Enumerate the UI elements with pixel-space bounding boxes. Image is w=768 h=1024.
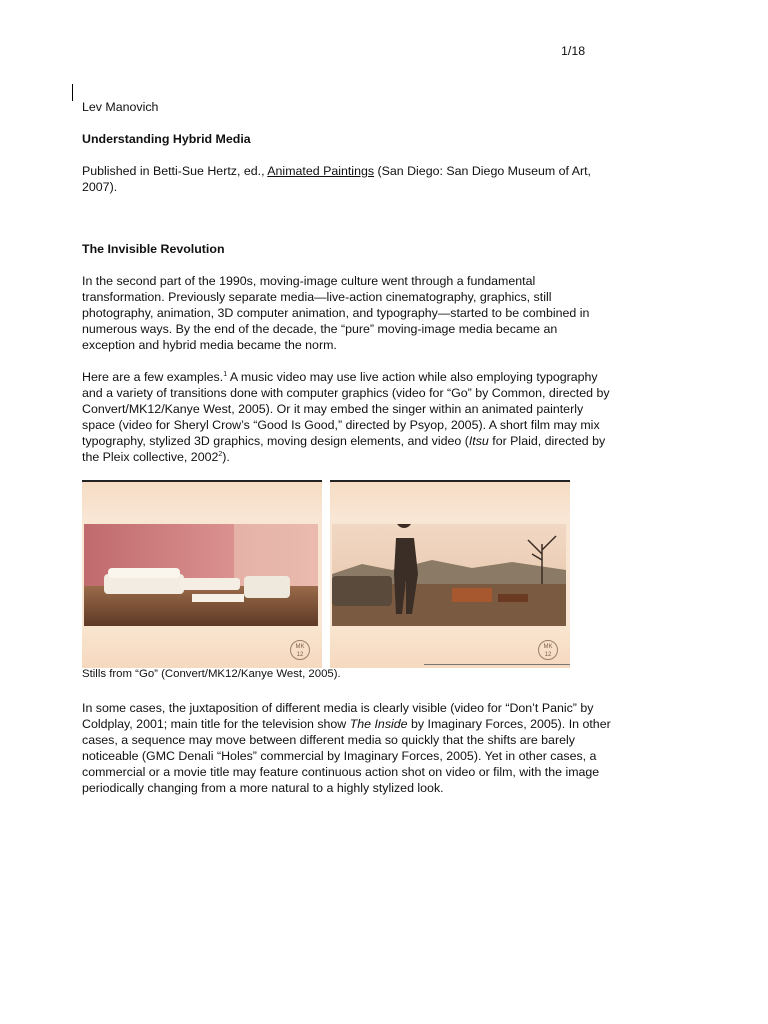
paragraph-2-part1: A music video may use live action while also employing typography and a variety of transitions done with computer graphics (video for “Go” by Common, directed by Convert/MK12/Kanye West, 2005). Or it may embed the singer within an animated painterly space (video for Sheryl Crow’s “Good Is Good,” directed by Psyop, 2005). A short film may mix typography, stylized 3D graphics, moving design elements, and video (: [82, 370, 610, 448]
figure-stills: [82, 480, 612, 668]
paragraph-1: In the second part of the 1990s, moving-image culture went through a fundamental transformation. Previously separate media—live-action cinematography, graphics, still photography, animation, 3D computer animation, and typography—started to be combined in numerous ways. By the end of the decade, the “pure” moving-image media became an exception and hybrid media became the norm.: [82, 274, 590, 352]
paragraph-2-italic: Itsu: [468, 434, 489, 448]
figure-divider: [424, 664, 570, 665]
mk12-watermark-icon: [538, 640, 558, 660]
watermark-bottom: 12: [544, 652, 552, 658]
paragraph-3-italic: The Inside: [349, 717, 408, 731]
paragraph-2-part2: for Plaid, directed by the Pleix collective, 2002: [82, 434, 606, 464]
walking-man-scene-image: [332, 524, 566, 626]
paragraph-2-lead: Here are a few examples.: [82, 370, 224, 384]
paragraph-3: [82, 700, 612, 796]
still-image-left: [82, 480, 322, 668]
footnote-marker-2[interactable]: 2: [218, 450, 223, 458]
document-title: Understanding Hybrid Media: [82, 132, 251, 146]
watermark-top: MK: [543, 644, 553, 650]
mk12-watermark-icon: [290, 640, 310, 660]
page-number: 1/18: [561, 44, 586, 58]
paragraph-3-part2: by Imaginary Forces, 2005). In other cases, a sequence may move between different media so quickly that the shifts are barely noticeable (GMC Denali “Holes” commercial by Imaginary Forces, 2005). Yet in other cases, a commercial or a movie title may feature continuous action shot on video or film, with the image periodically changing from a more natural to a highly stylized look.: [82, 717, 611, 795]
paragraph-3-part1: In some cases, the juxtaposition of different media is clearly visible (video for “Don’t Panic” by Coldplay, 2001; main title for the television show: [82, 701, 594, 731]
book-title-link[interactable]: Animated Paintings: [267, 164, 375, 178]
publication-prefix: Published in Betti-Sue Hertz, ed.,: [82, 164, 268, 178]
paragraph-2-part3: ).: [222, 450, 230, 464]
author: Lev Manovich: [82, 100, 159, 114]
figure-caption: Stills from “Go” (Convert/MK12/Kanye West, 2005).: [82, 668, 341, 680]
paragraph-2: [82, 369, 612, 465]
publication-info: [82, 163, 612, 195]
still-image-right: [330, 480, 570, 668]
watermark-top: MK: [295, 644, 305, 650]
text-cursor: [72, 84, 73, 101]
watermark-bottom: 12: [296, 652, 304, 658]
section-heading: The Invisible Revolution: [82, 242, 225, 256]
interior-scene-image: [84, 524, 318, 626]
document-body: [82, 99, 612, 812]
footnote-marker[interactable]: 1: [223, 370, 228, 378]
publication-suffix: (San Diego: San Diego Museum of Art, 2007).: [82, 164, 591, 194]
